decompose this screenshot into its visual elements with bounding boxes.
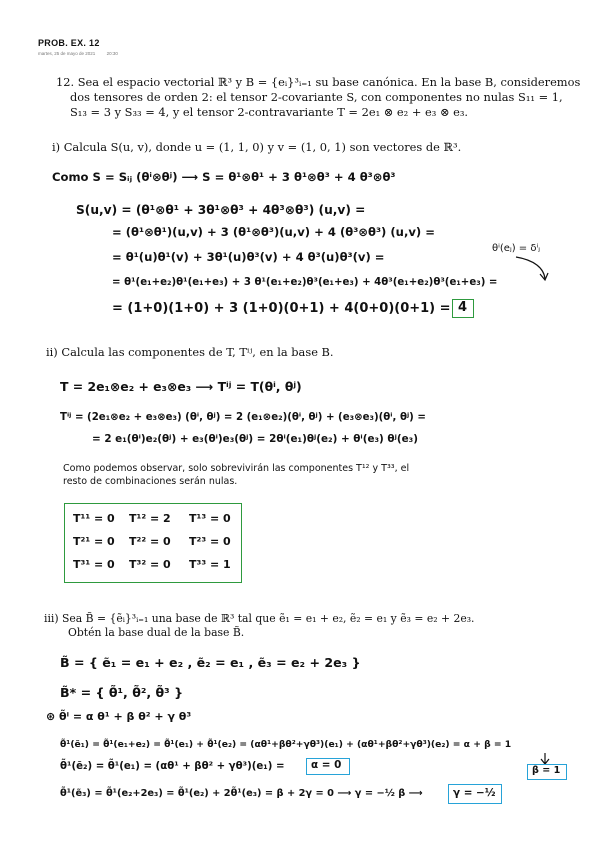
part-ii-note-line-2: resto de combinaciones serán nulas. <box>63 476 238 487</box>
kronecker-side-note: θⁱ(eⱼ) = δⁱⱼ <box>492 243 540 254</box>
arrow-icon <box>512 254 552 284</box>
matrix-cell: T³¹ = 0 <box>73 558 115 571</box>
matrix-cell: T³³ = 1 <box>189 558 231 571</box>
result-box <box>452 299 474 318</box>
part-ii-line-3: = 2 e₁(θⁱ)e₂(θʲ) + e₃(θⁱ)e₃(θʲ) = 2θⁱ(e₁)θʲ(e₂) + θⁱ(e₃) θʲ(e₃) <box>92 433 418 445</box>
problem-statement-line-1: 12. Sea el espacio vectorial ℝ³ y B = {eᵢ}³ᵢ₌₁ su base canónica. En la base B, consideremos <box>56 75 581 89</box>
alpha-result-box <box>306 758 350 775</box>
gamma-result-box <box>448 784 502 804</box>
matrix-cell: T¹¹ = 0 <box>73 512 115 525</box>
problem-statement-line-2: dos tensores de orden 2: el tensor 2-covariante S, con componentes no nulas S₁₁ = 1, <box>70 90 563 104</box>
matrix-cell: T¹² = 2 <box>129 512 171 525</box>
part-i-question: i) Calcula S(u, v), donde u = (1, 1, 0) y v = (1, 0, 1) son vectores de ℝ³. <box>52 140 462 154</box>
part-iii-line-5: θ̃¹(ẽ₂) = θ̃¹(e₁) = (αθ¹ + βθ² + γθ³)(e₁) = <box>60 761 285 772</box>
matrix-cell: T²¹ = 0 <box>73 535 115 548</box>
matrix-cell: T¹³ = 0 <box>189 512 231 525</box>
matrix-cell: T²³ = 0 <box>189 535 231 548</box>
part-i-line-6: = (1+0)(1+0) + 3 (1+0)(0+1) + 4(0+0)(0+1) = <box>112 301 451 316</box>
part-iii-line-6: θ̃¹(ẽ₃) = θ̃¹(e₂+2e₃) = θ̃¹(e₂) + 2θ̃¹(e₃) = β + 2γ = 0 ⟶ γ = −½ β ⟶ <box>60 788 423 799</box>
part-i-line-2: S(u,v) = (θ¹⊗θ¹ + 3θ¹⊗θ³ + 4θ³⊗θ³) (u,v) = <box>76 203 366 217</box>
part-ii-note-line-1: Como podemos observar, solo sobrevivirán las componentes T¹² y T³³, el <box>63 463 410 474</box>
part-iii-line-2: B̃* = { θ̃¹, θ̃², θ̃³ } <box>60 685 184 700</box>
part-i-line-5: = θ¹(e₁+e₂)θ¹(e₁+e₃) + 3 θ¹(e₁+e₂)θ³(e₁+e₃) + 4θ³(e₁+e₂)θ³(e₁+e₃) = <box>112 277 498 288</box>
part-iii-line-3: ⊛ θ̃ⁱ = α θ¹ + β θ² + γ θ³ <box>46 710 192 723</box>
t-components-matrix <box>64 503 242 583</box>
page-date: martes, 25 de mayo de 2021 <box>38 51 96 56</box>
part-i-line-4: = θ¹(u)θ¹(v) + 3θ¹(u)θ³(v) + 4 θ³(u)θ³(v) = <box>112 250 385 264</box>
alpha-result: α = 0 <box>311 759 342 771</box>
page-title: PROB. EX. 12 <box>38 38 100 48</box>
part-ii-line-2: Tⁱʲ = (2e₁⊗e₂ + e₃⊗e₃) (θⁱ, θʲ) = 2 (e₁⊗e₂)(θⁱ, θʲ) + (e₃⊗e₃)(θⁱ, θʲ) = <box>60 412 426 423</box>
part-ii-question: ii) Calcula las componentes de T, Tⁱʲ, en la base B. <box>46 345 334 359</box>
gamma-result: γ = −½ <box>453 787 496 799</box>
part-iii-line-1: B̃ = { ẽ₁ = e₁ + e₂ , ẽ₂ = e₁ , ẽ₃ = e₂ + 2e₃ } <box>60 655 361 670</box>
result-value: 4 <box>458 300 468 315</box>
part-ii-line-1: T = 2e₁⊗e₂ + e₃⊗e₃ ⟶ Tⁱʲ = T(θⁱ, θʲ) <box>60 379 302 394</box>
beta-result-box <box>527 764 567 780</box>
part-iii-question-line-1: iii) Sea B̃ = {ẽᵢ}³ᵢ₌₁ una base de ℝ³ tal que ẽ₁ = e₁ + e₂, ẽ₂ = e₁ y ẽ₃ = e₂ + 2e₃. <box>44 612 475 625</box>
page-timestamp <box>38 51 128 56</box>
beta-result: β = 1 <box>532 765 561 776</box>
part-iii-question-line-2: Obtén la base dual de la base B̃. <box>68 626 245 639</box>
problem-statement-line-3: S₁₃ = 3 y S₃₃ = 4, y el tensor 2-contravariante T = 2e₁ ⊗ e₂ + e₃ ⊗ e₃. <box>70 105 469 119</box>
part-i-line-1: Como S = Sᵢⱼ (θⁱ⊗θʲ) ⟶ S = θ¹⊗θ¹ + 3 θ¹⊗θ³ + 4 θ³⊗θ³ <box>52 170 396 184</box>
page-time: 20:30 <box>106 51 118 56</box>
matrix-cell: T²² = 0 <box>129 535 171 548</box>
part-iii-line-4: θ̃¹(ẽ₁) = θ̃¹(e₁+e₂) = θ̃¹(e₁) + θ̃¹(e₂) = (αθ¹+βθ²+γθ³)(e₁) + (αθ¹+βθ²+γθ³)(e₂) = α + β = 1 <box>60 739 512 750</box>
matrix-cell: T³² = 0 <box>129 558 171 571</box>
part-i-line-3: = (θ¹⊗θ¹)(u,v) + 3 (θ¹⊗θ³)(u,v) + 4 (θ³⊗θ³) (u,v) = <box>112 225 435 239</box>
